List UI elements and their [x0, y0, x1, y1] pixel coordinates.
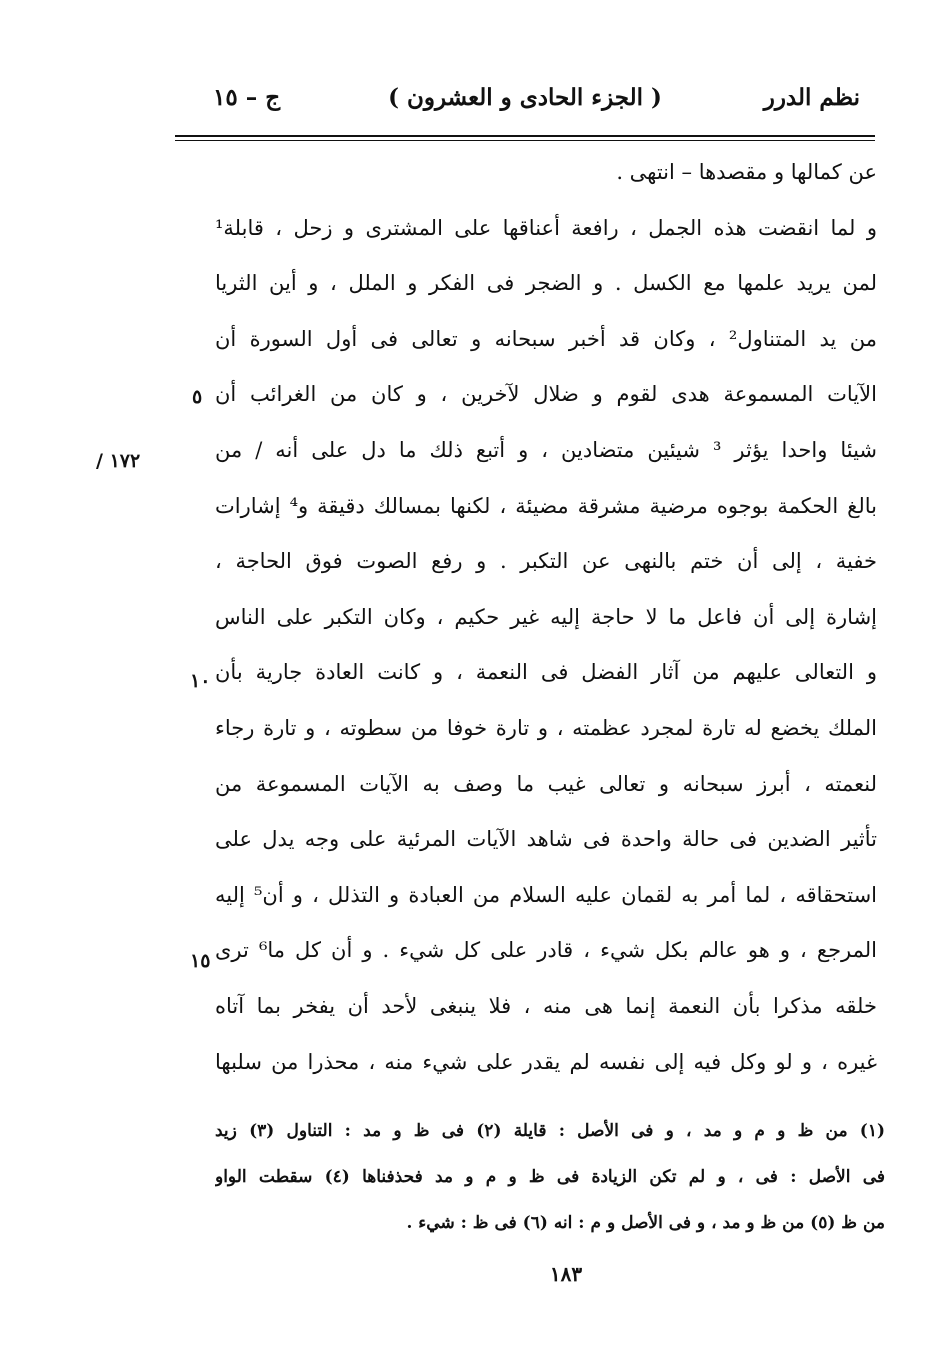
part-title: ( الجزء الحادى و العشرون ) — [388, 84, 662, 111]
margin-folio-reference: ١٧٢ / — [96, 450, 141, 472]
page-number: ١٨٣ — [549, 1262, 583, 1286]
footnote-line: فى الأصل : فى ، و لم تكن الزيادة فى ظ و م و مد فحذفناها (٤) سقطت الواو — [215, 1167, 885, 1187]
text-line: بالغ الحكمة بوجوه مرضية مشرقة مضيئة ، لكنها بمسالك دقيقة و⁴ إشارات — [215, 493, 877, 518]
header-rule — [175, 135, 875, 137]
text-line: الملك يخضع له تارة لمجرد عظمته ، و تارة خوفا من سطوته ، و تارة رجاء — [215, 715, 877, 740]
footnote-line: (١) من ظ و م و مد ، و فى الأصل : قايلة (٢) فى ظ و مد : التناول (٣) زيد — [215, 1121, 885, 1141]
text-line: لنعمته ، أبرز سبحانه و تعالى غيب ما وصف به الآيات المسموعة من — [215, 771, 877, 796]
text-line: عن كمالها و مقصدها – انتهى . — [616, 160, 877, 184]
text-line: و لما انقضت هذه الجمل ، رافعة أعناقها على المشترى و زحل ، قابلة¹ — [215, 215, 877, 240]
text-line: لمن يريد علمها مع الكسل . و الضجر فى الفكر و الملل ، و أين الثريا — [215, 271, 877, 296]
text-line: إشارة إلى أن فاعل ما لا حاجة إليه غير حكيم ، وكان التكبر على الناس — [215, 604, 877, 629]
text-line: خلقه مذكرا بأن النعمة إنما هى منه ، فلا ينبغى لأحد أن يفخر بما آتاه — [215, 993, 877, 1018]
volume-reference: ج – ١٥ — [213, 84, 281, 111]
text-line: من يد المتناول² ، وكان قد أخبر سبحانه و تعالى فى أول السورة أن — [215, 326, 877, 351]
margin-line-number-5: ٥ — [192, 386, 203, 408]
margin-line-number-10: ١٠ — [190, 670, 211, 692]
text-line: و التعالى عليهم من آثار الفضل فى النعمة ، و كانت العادة جارية بأن — [215, 660, 877, 685]
footnotes — [215, 1108, 885, 1246]
text-line: خفية ، إلى أن ختم بالنهى عن التكبر . و رفع الصوت فوق الحاجة ، — [215, 549, 877, 574]
body-text — [215, 145, 877, 1090]
text-line: استحقاقه ، لما أمر به لقمان عليه السلام من العبادة و التذلل ، و أن⁵ إليه — [215, 882, 877, 907]
book-title: نظم الدرر — [763, 84, 860, 111]
text-line: تأثير الضدين فى حالة واحدة فى شاهد الآيات المرئية على وجه يدل على — [215, 827, 877, 852]
text-line: غيره ، و لو وكل فيه إلى نفسه لم يقدر على شيء منه ، محذرا من سلبها — [215, 1049, 877, 1074]
text-line: المرجع ، و هو عالم بكل شيء ، قادر على كل شيء . و أن كل ما⁶ ترى — [215, 938, 877, 963]
margin-line-number-15: ١٥ — [190, 950, 211, 972]
text-line: شيئا واحدا يؤثر ³ شيئين متضادين ، و أتبع ذلك ما دل على أنه / من — [215, 437, 877, 462]
text-line: الآيات المسموعة هدى لقوم و ضلال لآخرين ، و كان من الغرائب أن — [215, 382, 877, 407]
footnote-line: من ظ (٥) من ظ و مد ، و فى الأصل و م : انه (٦) فى ظ : شيء . — [406, 1213, 885, 1233]
header-rule-thin — [175, 140, 875, 141]
running-header — [175, 80, 875, 124]
